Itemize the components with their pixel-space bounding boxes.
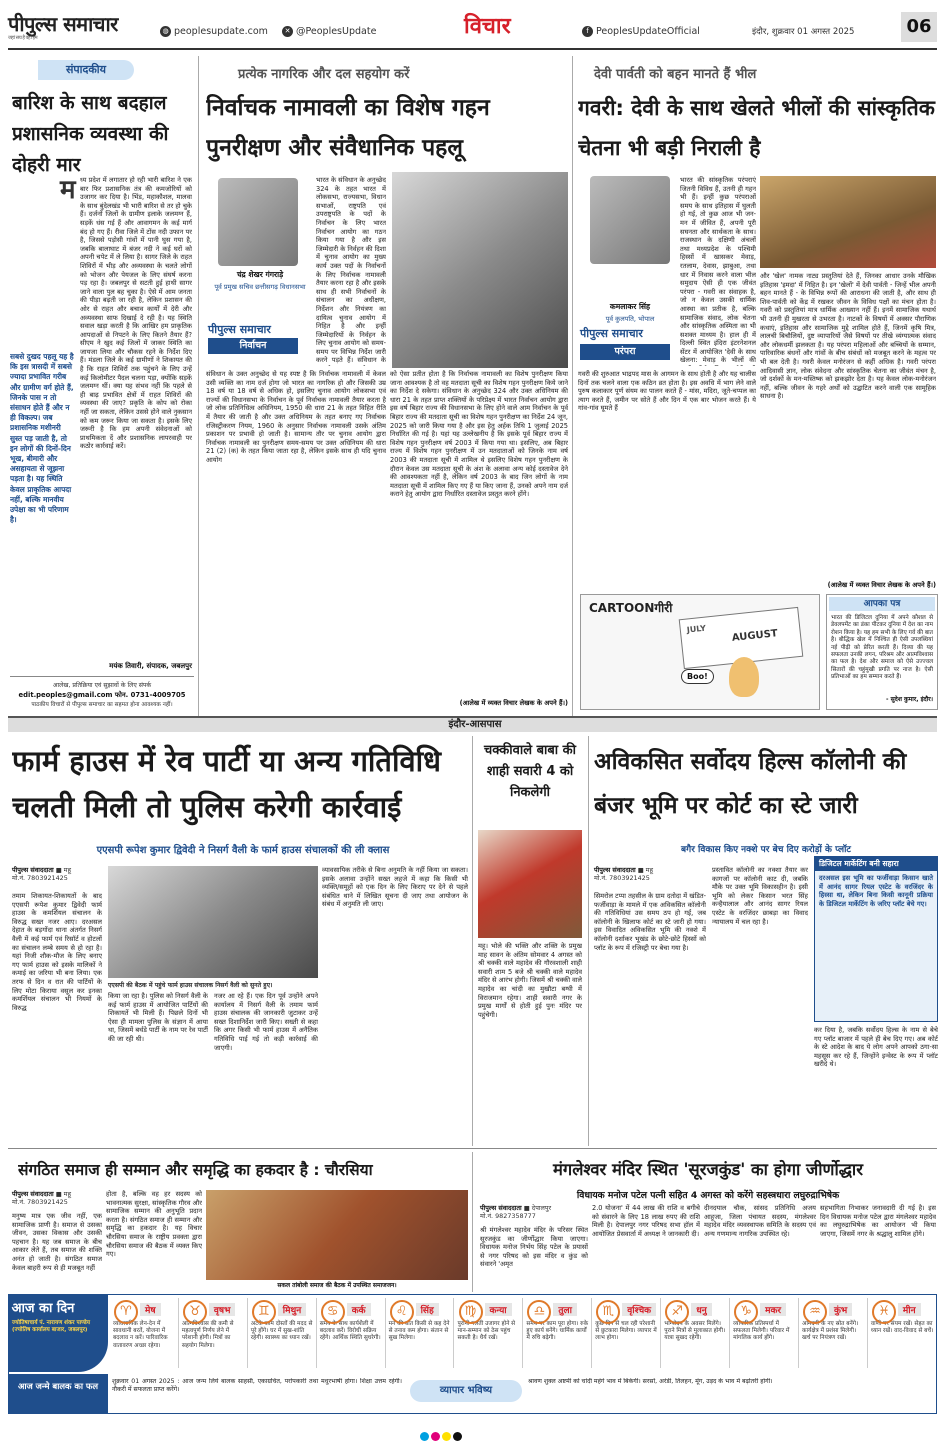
horoscope-kark: ♋ कर्क समय के साथ कार्यशैली में बदलाव करें। विरोधी सक्रिय रहेंगे। आर्थिक स्थिति सुधरेगी।	[317, 1298, 386, 1368]
baba-headline: चक्कीवाले बाबा की शाही सवारी 4 को निकलेगी	[483, 743, 577, 800]
horoscope-dhanu: ♐ धनु भाग्योदय के अवसर मिलेंगे। पुराने मित्रों से मुलाकात होगी। यात्रा सुखद रहेगी।	[661, 1298, 730, 1368]
story3-photo	[206, 1190, 468, 1280]
editorial-contact[interactable]: edit.peoples@gmail.com फोन. 0731-4009705	[18, 691, 186, 699]
calendar-label-august: AUGUST	[731, 628, 779, 644]
horoscope-astrologer: ज्योतिषाचार्य पं. नारायण शंकर पाण्डेय (ज्योतिष कार्यालय बाजार, जबलपुर)	[12, 1320, 91, 1333]
pisces-icon: ♓	[872, 1300, 896, 1324]
story3-body1: मनुष्य मात्र एक जीव नहीं, एक सामाजिक प्राणी है। समाज से उसका जीवन, उसका विकास और उसकी पहचान है। यह जब समाज के बीच आकार लेते हैं, तब समाज की शक्ति अनंत हो जाती है। संगठित समाज केवल बाहरी रूप से ही मजबूत नहीं	[12, 1212, 102, 1272]
story4-body2: 2.0 योजना' में 44 लाख की राशि व बगीचे को संवारने के लिए 18 लाख रुपए की राशि मिली है। देपालपुर नगर परिषद सभा हॉल में आयोजित प्रेसवार्ता में अध्यक्ष ने जानकारी दी।	[592, 1204, 700, 1238]
article2-tag: परंपरा	[580, 344, 670, 360]
editorial-tag: संपादकीय	[38, 60, 134, 80]
article2-headline: गवरी: देवी के साथ खेलते भीलों की सांस्कृतिक चेतना भी बड़ी निराली है	[578, 96, 935, 160]
story4-headline: मंगलेश्वर मंदिर स्थित 'सूरजकुंड' का होगा जीर्णोद्धार	[553, 1160, 863, 1179]
horoscope-vrishabh: ♉ वृषभ आत्मविश्वास की कमी से महत्वपूर्ण निर्णय लेने में परेशानी होगी। मित्रों का सहयोग मिलेगा।	[179, 1298, 248, 1368]
cartoon-panel	[580, 594, 820, 710]
editorial-pullquote: सबसे दुखद पहलू यह है कि इस त्रासदी में सबसे ज्यादा प्रभावित गरीब और ग्रामीण वर्ग होते हैं, जिनके पास न तो संसाधन होते हैं और न ही विकल्प। जब प्रशासनिक मशीनरी सुस्त पड़ जाती है, तो इन लोगों की दिनों-दिन भूख, बीमारी और असहायता से जूझना पड़ता है। यह स्थिति केवल प्राकृतिक आपदा नहीं, बल्कि मानवीय उपेक्षा का भी परिणाम है।	[10, 352, 74, 525]
horoscope-kumbh: ♒ कुंभ आमदनी के नए स्रोत बनेंगे। कार्यक्षेत्र में प्रशंसा मिलेगी। खर्च पर नियंत्रण रखें।	[799, 1298, 868, 1368]
article2-note: (आलेख में व्यक्त विचार लेखक के अपने हैं।)	[827, 581, 936, 589]
story2-sidebar	[814, 856, 938, 1022]
masthead-tagline: जहां सच है वहां हम	[8, 35, 38, 41]
horoscope-title-box	[8, 1294, 108, 1372]
story1-body1: तमाम शिकायत-शिकायतों के बाद एएसपी रूपेश कुमार द्विवेदी फार्म हाउस के कमर्शियल संचालन के विरुद्ध सख्त नजर आए। दरअसल देहात के बड़गोंदा थाना अंतर्गत निसर्ग वैली में कई फार्म एवं रिसॉर्ट व होटलों का संचालन लम्बे समय से हो रहा है। यहां निजी शौक-मौज के लिए बनाए गए फार्म हाउस को इसके मालिकों ने कमाई का जरिया भी बना लिया। एक तरफ से दिन व रात की पार्टियों के लिए मोटा किराया वसूल कर इनका कमर्शियल संचालन भी नियमों के विरुद्ध	[12, 892, 102, 1012]
color-registration-marks	[420, 1426, 464, 1445]
article1-brand: पीपुल्स समाचार	[208, 323, 271, 336]
horoscope-singh: ♌ सिंह मन की बात किसी से कह देने से तनाव कम होगा। संतान से सुख मिलेगा।	[386, 1298, 455, 1368]
article2-photo-gavri	[760, 176, 936, 268]
story2-subhead: बगैर विकास किए नक्शे पर बेच दिए करोड़ों के प्लॉट	[681, 845, 851, 855]
story3-byline: पीपुल्स संवाददाता ■ महू मो.नं. 7803921425	[12, 1190, 72, 1206]
article2-col3: और 'खेल' नामक नाट्य प्रस्तुतियां देते हैं, जिनका आधार उनके मौखिक इतिहास 'इमदा' में निहित है। इन 'खेलों' में देवी पार्वती - जिन्हें भील अपनी बहन मानते हैं - के विभिन्न रूपों की आराधना की जाती है, और साथ ही शिव-पार्वती को केंद्र में रखकर जीवन के विविध पक्षों का मंचन होता है। गवरी को प्रस्तुतियां मात्र धार्मिक आख्यान नहीं हैं। इनमें सामाजिक यथार्थ भी उतनी ही मुखरता से उभरता है। नाटकों के विषयों में अक्सर पौराणिक कथाएं, इतिहास और सामाजिक मुद्दे शामिल होते हैं, जिनमें कृषि मित्र, लालची बिचौलियों, दुष्ट व्यापारियों जैसे विषयों पर तीखे व्यंग्यात्मक संवाद और लोकधर्मी झलकता है। यह परंपरा महिलाओं और बच्चियों के सम्मान, पारिवारिक बंधनों और गांवों के बीच संबंधों को मजबूत करने के महत्व पर भी बल देती है। गवरी केवल मनोरंजन से कहीं अधिक है। गवरी परंपरा आदिवासी ज्ञान, लोक संवेदना और सांस्कृतिक चेतना का जीवंत मंचन है, जो दर्शकों के मन-मस्तिष्क को झकझोर देता है। यह केवल लोक-मनोरंजन नहीं, बल्कि जीवन के गहरे अर्थों को उद्घाटित करने वाली एक सामूहिक साधना है।	[760, 272, 936, 401]
article2-author-role: पूर्व कुलपति, भोपाल	[605, 315, 655, 323]
article1-tag: निर्वाचन	[208, 338, 298, 354]
libra-icon: ♎	[527, 1300, 551, 1324]
facebook-icon: f	[582, 26, 593, 37]
cartoon-figure	[729, 657, 759, 697]
story3-caption: सकल तांबोली समाज की बैठक में उपस्थित समाजजन।	[277, 1282, 397, 1289]
article1-author-role: पूर्व प्रमुख सचिव छत्तीसगढ़ विधानसभा	[214, 283, 306, 291]
story1-byline: पीपुल्स संवाददाता ■ महू मो.नं. 7803921425	[12, 866, 72, 882]
horoscope-mithun: ♊ मिथुन अटके काम दोस्तों की मदद से पूरे होंगे। घर में सुख-शांति रहेगी। स्वास्थ्य का ध्यान रखें।	[248, 1298, 317, 1368]
sagittarius-icon: ♐	[665, 1300, 689, 1324]
article2-col1: भारत की सांस्कृतिक परंपराएं जितनी विविध हैं, उतनी ही गहन भी हैं। इन्हीं कुछ परंपराओं समय के साथ इतिहास में घुलती हो गई, तो कुछ आज भी जन-मन में जीवित हैं, अपनी पूरी सघनता और सार्थकता के साथ। राजस्थान के दक्षिणी अंचलों तथा मध्यप्रदेश के पश्चिमी हिस्सों में खासकर मेवाड़, रतलाम, देवास, झाबुआ, तथा धार में निवास करने वाला भील समुदाय ऐसी ही एक जीवंत परंपरा - गवरी का संवाहक है, जो न केवल उसकी धार्मिक आस्था का प्रतीक है, बल्कि सामाजिक संवाद, लोक चेतना और सांस्कृतिक अस्मिता का भी सशक्त माध्यम है। हाल ही में दिल्ली स्थित इंदिरा इंटरनेशनल सेंटर में आयोजित 'देवी के साथ खेलना: मेवाड़ के भीलों की	[680, 176, 756, 365]
aries-icon: ♈	[114, 1300, 138, 1324]
website-link[interactable]: ◍ peoplesupdate.com	[160, 26, 268, 37]
horoscope-title: आज का दिन	[11, 1301, 75, 1316]
gemini-icon: ♊	[252, 1300, 276, 1324]
business-forecast-text: श्रावण शुक्ल अष्टमी को चांदी महंगे भाव में बिकेगी। सरसों, अरंडी, तिलहन, मूंग, उड़द के भाव में बढ़ोतरी होगी।	[528, 1378, 773, 1385]
article1-author-photo	[218, 178, 298, 266]
story1-body2: किया जा रहा है। पुलिस को निसर्ग वैली के कई फार्म हाउस में आयोजित पार्टियों की शिकायतें भी मिली हैं। पिछले दिनों भी ऐसा ही मामला पुलिस के संज्ञान में आया था, जिसमें बर्थडे पार्टी के नाम पर रेव पार्टी की जा रही थी।	[108, 992, 208, 1043]
cartoon-title: CARTOONगीरी	[589, 601, 673, 615]
story4-byline: पीपुल्स संवाददाता ■ देपालपुर मो.नं. 9827358777	[480, 1204, 552, 1220]
story4-body1: श्री मंगलेश्वर महादेव मंदिर के परिसर स्थित सूरजकुंड का जीर्णोद्धार किया जाएगा। विधायक मनोज निर्भय सिंह पटेल के प्रयासों से नगर परिषद को इस मंदिर व कुंड को संवारने 'अमृत	[480, 1226, 588, 1269]
letters-tag: आपका पत्र	[829, 597, 935, 611]
letters-author: - सुदेश कुमार, इंदौर।	[886, 696, 933, 703]
born-today-label: आज जन्मे बालक का फल	[8, 1374, 108, 1414]
story4-body3: दीनदयाल चौक, सांसद प्रतिनिधि अजय आहूजा, जिला पंचायत सदस्य, मंगलेश्वर महादेव मंदिर व्यवस्थापक समिति के सदस्य एवं अन्य गणमान्य नागरिक उपस्थित रहे।	[704, 1204, 816, 1238]
article1-col1: भारत के संविधान के अनुच्छेद 324 के तहत भारत में लोकसभा, राज्यसभा, विधान सभाओं, राष्ट्रपति एवं उपराष्ट्रपति के पदों के निर्वाचन के लिए भारत निर्वाचन आयोग का गठन किया गया है और इस जिम्मेदारी के निर्वहन की दिशा में चुनाव आयोग का मुख्य कार्य उक्त पदों के निर्वाचनों के लिए निर्वाचक नामावली तैयार करना रहा है और इसके साथ ही सभी निर्वाचनों के संचालन का अधीक्षण, निर्देशन और नियंत्रण का दायित्व चुनाव आयोग में निहित है और इन्हीं जिम्मेदारियों के निर्वहन के लिए चुनाव आयोग को समय-समय पर विभिन्न निर्देश जारी करने पड़ते हैं। संविधान के	[316, 176, 386, 365]
article2-col2: गवरी की शुरुआत भाद्रपद मास के आगमन के साथ होती है और यह चालीस दिनों तक चलने वाला एक कठिन व्रत होता है। इस अवधि में भाग लेने वाले पुरुष कलाकार पूर्ण संयम का पालन करते हैं - मांस, मदिरा, जूते-चप्पल का त्याग करते हैं, जमीन पर सोते हैं और दिन में एक बार भोजन करते हैं। ये गांव-गांव घूमते हैं	[578, 370, 756, 413]
article1-author-name: चंद्र शेखर गंगराड़े	[236, 270, 284, 279]
editorial-disclaimer: पाठकीय विचारों से पीपुल्स समाचार का सहमत होना आवश्यक नहीं।	[31, 702, 173, 708]
horoscope-makar: ♑ मकर व्यापारिक प्रतिस्पर्धा में सफलता मिलेगी। परिवार में मांगलिक कार्य होंगे।	[730, 1298, 799, 1368]
story3-headline: संगठित समाज ही सम्मान और समृद्धि का हकदार है : चौरसिया	[18, 1161, 373, 1179]
letters-body: भारत की डिजिटल दुनिया में अपने कौशल से डेवलपमेंट का डंका पीटकर दुनिया में देश का नाम रोशन किया है। यह हम सभी के लिए गर्व की बात है। बौद्धिक खेल में निश्चित ही ऐसी उपलब्धियां नई पीढ़ी को प्रेरित करती हैं। दिव्या की यह सफलता उनकी लगन, परिश्रम और आत्मविश्वास का फल है। देश और समाज को ऐसे उज्ज्वल सितारों की चहुंमुखी प्रगति पर नाज है। ऐसी प्रतिभाओं का हम सम्मान करते हैं।	[831, 615, 933, 681]
story1-subhead: एएसपी रूपेश कुमार द्विवेदी ने निसर्ग वैली के फार्म हाउस संचालकों की ली क्लास	[96, 845, 390, 856]
twitter-icon: ✕	[282, 26, 293, 37]
facebook-link[interactable]: f PeoplesUpdateOfficial	[582, 26, 700, 37]
horoscope-tula: ♎ तुला समय पर काम पूरा होगा। रुके हुए कार्य बनेंगे। धार्मिक कार्यों में रुचि बढ़ेगी।	[523, 1298, 592, 1368]
page-number: 06	[901, 12, 937, 42]
story1-caption: एएसपी की बैठक में पहुंचे फार्म हाउस संचालक निसर्ग वैली को सुनते हुए।	[108, 982, 273, 989]
calendar-label-july: JULY	[686, 623, 707, 635]
capricorn-icon: ♑	[734, 1300, 758, 1324]
scorpio-icon: ♏	[596, 1300, 620, 1324]
cartoon-speech-bubble: Boo!	[681, 669, 714, 684]
editorial-author: मयंक तिवारी, संपादक, जबलपुर	[109, 662, 192, 670]
article1-kicker: प्रत्येक नागरिक और दल सहयोग करें	[238, 67, 410, 82]
business-forecast-label: व्यापार भविष्य	[410, 1380, 522, 1402]
section-title: विचार	[464, 14, 511, 39]
cancer-icon: ♋	[321, 1300, 345, 1324]
taurus-icon: ♉	[183, 1300, 207, 1324]
editorial-contact-label: आलेख, प्रतिक्रिया एवं सुझावों के लिए संपर्क	[52, 682, 152, 689]
article2-kicker: देवी पार्वती को बहन मानते हैं भील	[594, 67, 757, 82]
dateline: इंदौर, शुक्रवार 01 अगस्त 2025	[752, 27, 855, 37]
horoscope-mesh: ♈ मेष व्यावसायिक लेन-देन में सावधानी बरतें, योजना में बदलाव न करें। पारिवारिक वातावरण अच्छा रहेगा।	[110, 1298, 179, 1368]
story2-byline: पीपुल्स संवाददाता ■ महू मो.नं. 7803921425	[594, 866, 654, 882]
story3-body2: होता है, बल्कि वह हर सदस्य को भावनात्मक सुरक्षा, सांस्कृतिक गौरव और सामाजिक सम्मान की अनुभूति प्रदान करता है। संगठित समाज ही सम्मान और समृद्धि का हकदार है। यह विचार चौरसिया समाज के राष्ट्रीय प्रवक्ता द्वारा चौरसिया समाज की बैठक में व्यक्त किए गए।	[106, 1190, 202, 1259]
story4-subhead: विधायक मनोज पटेल पत्नी सहित 4 अगस्त को करेंगे सहस्त्रधारा लघुरुद्राभिषेक	[576, 1190, 840, 1201]
aquarius-icon: ♒	[803, 1300, 827, 1324]
story2-headline: अविकसित सर्वोदय हिल्स कॉलोनी की बंजर भूमि पर कोर्ट का स्टे जारी	[594, 749, 907, 819]
globe-icon: ◍	[160, 26, 171, 37]
letters-box	[826, 594, 938, 710]
story2-sidebar-title: डिजिटल मार्केटिंग बनी सहारा	[815, 857, 937, 871]
article2-author-name: कमलाकर सिंह	[609, 302, 651, 311]
editorial-body: ध्य प्रदेश में लगातार हो रही भारी बारिश ने एक बार फिर प्रशासनिक तंत्र की कमजोरियों को उजागर कर दिया है। भिंड, महाकौशल, मालवा के साथ बुंदेलखंड भी भारी बारिश से तर हो चुके हैं। दर्जनों जिलों के ग्रामीण इलाके जलमग्न हैं, सड़कें धंस गई हैं और आवागमन के कई मार्ग बंद हो गए हैं। रीवा जिले में टोंस नदी उफान पर है, जिससे पड़ोसी गांवों में पानी घुस गया है, जबकि बालाघाट में बंजर नदी ने कई घरों को अपनी चपेट में ले लिया है। सागर जिले के राहत शिविरों में भीड़ और अव्यवस्था के चलते लोगों को भोजन और पेयजल के लिए संघर्ष करना पड़ रहा है। जबलपुर से सटती हुई हाथी सागर जाने वाला पुल बह चुका है। ऐसे में आम जनता की पीड़ा बढ़ती जा रही है, लेकिन प्रशासन की ओर से राहत और बचाव कार्यों में देरी और अव्यवस्था साफ दिखाई दे रही है। यह स्थिति सवाल खड़ा करती है कि आखिर हम प्राकृतिक आपदाओं से निपटने के लिए कितने तैयार हैं? सीएम ने खुद कई जिलों में जाकर स्थिति का जायजा लिया और चौकस रहने के निर्देश दिए हैं। मंडला जिले के कई ग्रामीणों ने शिकायत की है कि राहत शिविरों तक पहुंचने के लिए उन्हें कई किलोमीटर पैदल चलना पड़ा, क्योंकि सड़कें जलमग्न थीं। क्या यह संभव नहीं कि पहले से ही बाढ़ प्रभावित क्षेत्रों में राहत शिविरों की व्यवस्था की जाए? प्रकृति के कोप को रोका नहीं जा सकता, लेकिन उससे होने वाले नुकसान को कम जरूर किया जा सकता है। इसके लिए जरूरी है कि हम अपनी संवेदनाओं को प्राथमिकता दें और प्रशासनिक लापरवाही पर कठोर कार्रवाई करें।	[80, 176, 192, 451]
article1-note: (आलेख में व्यक्त विचार लेखक के अपने हैं।)	[459, 699, 568, 707]
virgo-icon: ♍	[459, 1300, 483, 1324]
article2-brand: पीपुल्स समाचार	[580, 327, 643, 340]
article1-photo-ballot	[392, 172, 568, 368]
story4-body4: सहभागिता निभाकर जनावदारी दी गई है। इस दिन विधायक मनोज पटेल द्वारा मंगलेश्वर महादेव का लघुरुद्राभिषेक का आयोजन भी किया जाएगा, जिसमें नगर के श्रद्धालु शामिल होंगे।	[820, 1204, 936, 1238]
editorial-dropcap: म	[60, 175, 76, 205]
horoscope-kanya: ♍ कन्या पुरानी गलती उजागर होने से मान-सम्मान को ठेस पहुंच सकती है। धैर्य रखें।	[455, 1298, 524, 1368]
baba-body: महू। भोले की भक्ति और शक्ति के प्रमुख माह सावन के अंतिम सोमवार 4 अगस्त को श्री चक्की वाले महादेव की गौरवशाली शाही सवारी शाम 5 बजे श्री चक्की वाले महादेव मंदिर से आरंभ होगी। जिसमें श्री चक्की वाले महादेव का चांदी का मुखौटा बग्घी में विराजमान रहेगा। शाही सवारी नगर के प्रमुख मार्गों से होती हुई पुनः मंदिर पर पहुंचेगी।	[478, 942, 582, 1019]
story1-headline: फार्म हाउस में रेव पार्टी या अन्य गतिविधि चलती मिली तो पुलिस करेगी कार्रवाई	[12, 744, 441, 824]
story2-body2: प्रस्तावित कॉलोनी का नक्शा तैयार कर कागजों पर कॉलोनी काट दी, जबकि मौके पर उक्त भूमि विकासहीन है। इसी भूमि को लेकर किसान भरत सिंह कन्हैयालाल और आनंद सागर रियल एस्टेट के वरजिंदर छाबड़ा का विवाद न्यायालय में चल रहा है।	[712, 866, 808, 926]
story2-sidebar-body: दरअसल इस भूमि का फर्जीवाड़ा किसान खाते में आनंद सागर रियल एस्टेट के वरजिंदर के हिस्सा था, लेकिन बिना किसी कानूनी प्रक्रिया के डिजिटल मार्केटिंग के जरिए प्लॉट बेचे गए।	[819, 874, 933, 908]
article2-author-photo	[590, 176, 670, 264]
leo-icon: ♌	[390, 1300, 414, 1324]
story1-photo	[108, 866, 318, 978]
horoscope-meen: ♓ मीन वाणी पर संयम रखें। सेहत का ध्यान रखें। वाद-विवाद से बचें।	[868, 1298, 937, 1368]
local-section-title: इंदौर-आसपास	[448, 719, 502, 730]
twitter-link[interactable]: ✕ @PeoplesUpdate	[282, 26, 376, 37]
article1-col3: को ऐसा प्रतीत होता है कि निर्वाचक नामावली का विशेष पुनरीक्षण किया जाना आवश्यक है तो वह मतदाता सूची का विशेष गहन पुनरीक्षण किये जाने का निर्देश दे सकेगा। संविधान के अनुच्छेद 324 और उक्त अधिनियम की धारा 21 के तहत प्राप्त शक्तियों के परिप्रेक्ष्य में भारत निर्वाचन आयोग द्वारा इस वर्ष बिहार राज्य की विधानसभा के लिए होने वाले आम निर्वाचन के पूर्व बिहार राज्य की मतदाता सूची का विशेष गहन पुनरीक्षण का निर्देश 24 जून, 2025 को जारी किया गया है और इस हेतु अर्हक तिथि 1 जुलाई 2025 निर्धारित की गई है। यहां यह उल्लेखनीय है कि इसके पूर्व बिहार राज्य में विशेष गहन पुनरीक्षण वर्ष 2003 में किया गया था। इसलिए, अब बिहार राज्य में विशेष गहन पुनरीक्षण में उन मतदाताओं को जिनके नाम वर्ष 2003 की मतदाता सूची में शामिल थे इसलिए विशेष गहन पुनरीक्षण के दौरान केवल उस मतदाता सूची के अंश के अलावा अन्य कोई दस्तावेज देने की आवश्यकता नहीं है, लेकिन वर्ष 2003 के बाद जिन लोगों के नाम मतदाता सूची में शामिल किए गए हैं या किए जाना हैं, उनको अपने नाम दर्ज कराने हेतु आयोग द्वारा निर्धारित दस्तावेज प्रस्तुत करने होंगे।	[390, 370, 568, 499]
story2-body3: कर दिया है, जबकि सर्वोदय हिल्स के नाम से बेचे गए प्लॉट बाजार में पहले ही बेच दिए गए। अब कोर्ट के स्टे आदेश के बाद ये लोग अपने आपको ठगा-सा महसूस कर रहे हैं, जिन्होंने इन्वेस्ट के रूप में प्लॉट खरीदे थे।	[814, 1026, 938, 1069]
born-today-text: शुक्रवार 01 अगस्त 2025 : आज जन्म लिये बालक साहसी, एकाग्रचित, परोपकारी तथा मधुरभाषी होगा। शिक्षा उत्तम रहेगी। नौकरी में सफलता प्राप्त करेंगे।	[112, 1378, 402, 1393]
article1-col2: संविधान के उक्त अनुच्छेद से यह स्पष्ट है कि निर्वाचक नामावली में केवल उसी व्यक्ति का नाम दर्ज होगा जो भारत का नागरिक हो और जिसकी उम्र 18 वर्ष या 18 वर्ष से अधिक हो, इसलिए चुनाव आयोग लोकसभा एवं राज्यों की विधानसभा के निर्वाचन के पूर्व निर्वाचक नामावली तैयार करता है जो लोक प्रतिनिधित्व अधिनियम, 1950 की धारा 21 के तहत विहित रीति में तैयार की जाती है और उक्त अधिनियम के तहत बनाए गए निर्वाचक रजिस्ट्रीकरण नियम, 1960 के अनुसार निर्वाचक नामावली उसके अंतिम प्रकाशन पर प्रभावी हो जाती है। सामान्य तौर पर चुनाव आयोग द्वारा निर्वाचक नामावली का पुनरीक्षण समय-समय पर उक्त अधिनियम की धारा 21 (2) (क) के तहत किया जाता रहा है, लेकिन इसके साथ ही यदि चुनाव आयोग	[206, 370, 386, 464]
story1-body3: नजर आ रहे हैं। एक दिन पूर्व उन्होंने अपने कार्यालय में निसर्ग वैली के तमाम फार्म हाउस संचालक की जानकारी जुटाकर उन्हें सख्त दिशानिर्देश जारी किए। सख्ती से कहा कि अगर किसी भी फार्म हाउस में अनैतिक गतिविधि पाई गई तो कड़ी कार्रवाई की जाएगी।	[214, 992, 318, 1052]
horoscope-vrishchik: ♏ वृश्चिक कुछ दिन से चल रही परेशानी से छुटकारा मिलेगा। व्यापार में लाभ होगा।	[592, 1298, 661, 1368]
masthead: पीपुल्स समाचार जहां सच है वहां हम	[8, 12, 118, 41]
story1-body4: व्यावसायिक तरीके से बिना अनुमति के नहीं किया जा सकता। इसके अलावा उन्होंने सख्त लहजे में कहा कि किसी भी व्यक्ति/समूहों को एक दिन के लिए किराए पर देने से पहले संबंधित थाने में लिखित सूचना दी जाए तथा आयोजन के संबंध में अनुमति ली जाए।	[322, 866, 468, 909]
editorial-headline: बारिश के साथ बदहाल प्रशासनिक व्यवस्था की दोहरी मार	[12, 92, 169, 176]
baba-photo	[478, 830, 582, 938]
article1-headline: निर्वाचक नामावली का विशेष गहन पुनरीक्षण और संवैधानिक पहलू	[206, 95, 490, 161]
story2-body1: सिमरोल टप्पा तहसील के ग्राम दतोदा में खंडित-फर्जीवाड़ा के मामले में एक अविकसित कॉलोनी की गतिविधियां उस समय ठप हो गईं, जब कॉलोनी के खिलाफ कोर्ट का स्टे जारी हो गया। इस विवादित अविकसित भूमि की नक्शे में कॉलोनी दर्शाकर भूखंड के छोटे-छोटे हिस्सों को प्लॉट के रूप में रजिस्ट्री पर बेचा गया है।	[594, 892, 706, 952]
